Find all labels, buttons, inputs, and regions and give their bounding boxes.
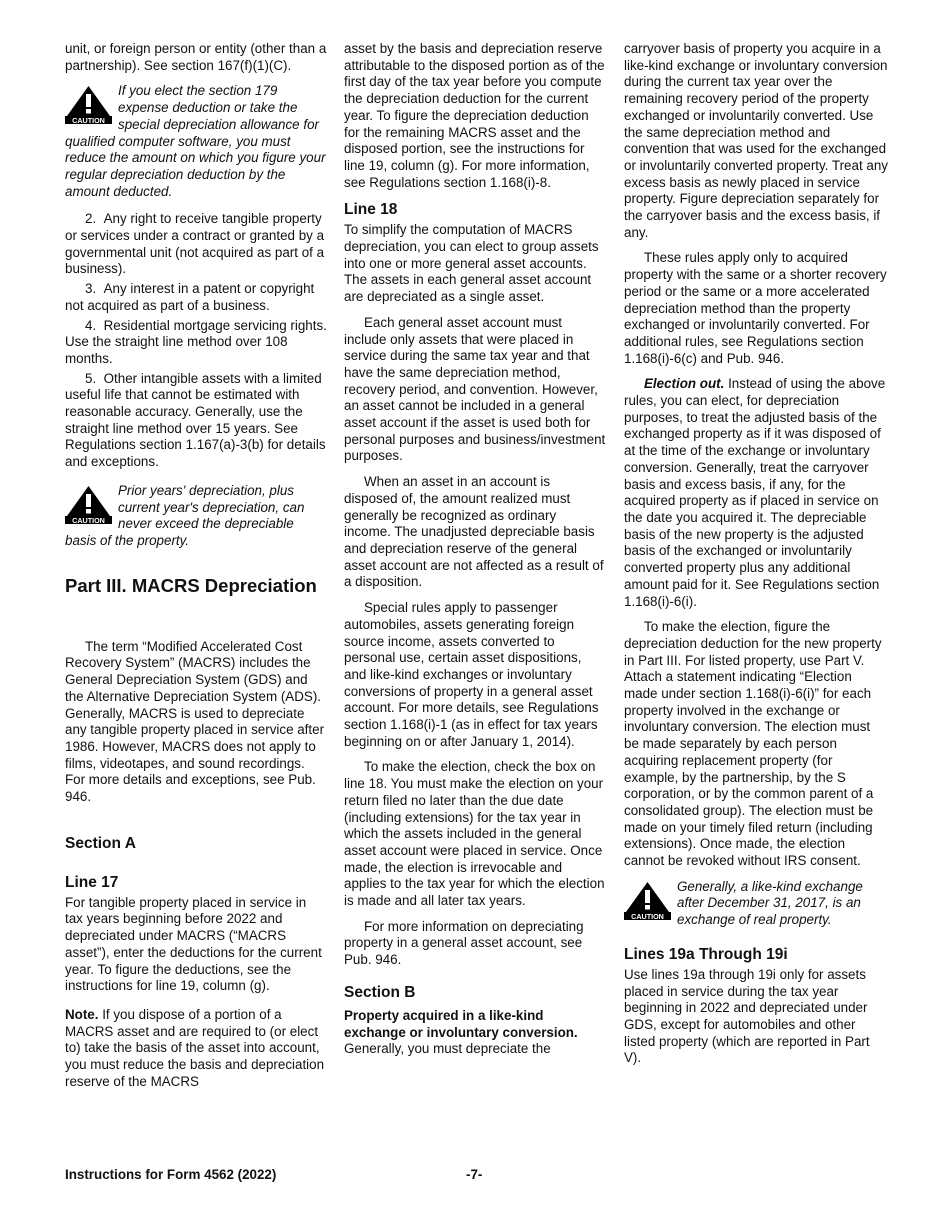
paragraph: Use lines 19a through 19i only for assets placed in service during the tax year beginning in 2022 and depreciated under GDS, except for automobiles and other listed property (which are reported in Part V). [624,966,870,1066]
paragraph-continued: unit, or foreign person or entity (other than a partnership). See section 167(f)(1)(C). [65,41,327,73]
paragraph [344,1008,606,1058]
paragraph: The term “Modified Accelerated Cost Recovery System” (MACRS) includes the General Depreciation System (GDS) and the Alternative Depreciation System (ADS). Generally, MACRS is used to depreciate any tangible property placed in service after 1986. However, MACRS does not apply to films, videotapes, and sound recordings. For more details and exceptions, see Pub. 946. [65,638,325,805]
list-item: 2. Any right to receive tangible property or services under a contract or granted by a governmental unit (not acquired as part of a business). [65,211,325,277]
paragraph-continued: carryover basis of property you acquire in a like-kind exchange or involuntary conversion during the current tax year over the remaining recovery period of the property exchanged or involuntarily converted. Use the same depreciation method and convention that was used for the exchanged or involuntarily converted property. Treat any excess basis as newly placed in service property. Figure depreciation separately for the carryover basis and the excess basis, if any. [624,41,888,240]
paragraph: For tangible property placed in service in tax years beginning before 2022 and depreciated under MACRS (“MACRS asset”), enter the deductions for the current year. To figure the deductions, see the instructions for line 19, column (g). [65,894,322,994]
section-heading: Section A [65,834,136,852]
column-1 [65,41,327,1099]
column-2 [344,41,606,1067]
list-item: 3. Any interest in a patent or copyright not acquired as part of a business. [65,281,315,313]
paragraph: To make the election, figure the depreciation deduction for the new property in Part III. For listed property, use Part V. Attach a statement indicating “Election made under section 1.168(i)-6(i)” for each property involved in the exchange or involuntary conversion. The election must be made separately by each person acquiring replacement property (for example, by the partnership, by the S corporation, or by the common parent of a consolidated group). The election must be made on your timely filed return (including extensions). Once made, the election cannot be revoked without IRS consent. [624,619,882,869]
section-heading: Section B [344,983,416,1001]
caution-icon [65,85,112,124]
paragraph: For more information on depreciating property in a general asset account, see Pub. 946. [344,918,584,968]
caution-text: If you elect the section 179 expense deduction or take the special depreciation allowance for qualified computer software, you must reduce the amount on which you figure your regular depreciation deduction by the amount deducted. [65,83,326,199]
caution-text: Prior years' depreciation, plus current year's depreciation, can never exceed the depreciable basis of the property. [65,482,305,548]
note-label: Note. [65,1006,99,1022]
note-paragraph [65,1007,327,1091]
paragraph: To make the election, check the box on line 18. You must make the election on your return filed no later than the due date (including extensions) for the tax year in which the assets included in the general asset account were placed in service. Once made, the election is irrevocable and applies to the tax year for which the election is made and all later tax years. [344,759,605,909]
paragraph: When an asset in an account is disposed of, the amount realized must generally be recognized as ordinary income. The unadjusted depreciable basis and depreciation reserve of the general asset account are not affected as a result of a disposition. [344,474,604,590]
paragraph: Special rules apply to passenger automobiles, assets generating foreign source income, assets converted to personal use, certain asset dispositions, and like-kind exchanges or involuntary conversions of property in a general asset account. For more details, see Regulations section 1.168(i)-1 (as in effect for tax years beginning on or after January 1, 2014). [344,600,599,749]
caution-note [65,83,327,200]
list-item: 5. Other intangible assets with a limited useful life that cannot be estimated with reasonable accuracy. Generally, use the straight line method over 15 years. See Regulations section 1.167(a)-3(b) for details and exceptions. [65,370,326,470]
column-3 [624,41,888,1076]
note-text: If you dispose of a portion of a MACRS asset and are required to (or elect to) take the basis of the asset into account, you must reduce the basis and depreciation reserve of the MACRS [65,1006,325,1089]
paragraph-text: Instead of using the above rules, you can elect, for depreciation purposes, to treat the adjusted basis of the exchanged property as if it was disposed of at the time of the exchange or involuntary conversion. Generally, treat the carryover basis and excess basis, if any, for the acquired property as if placed in service on the date you acquired it. The depreciable basis of the new property is the adjusted basis of the exchanged or involuntarily converted property plus any additional amount paid for it. See Regulations section 1.168(i)-6(i). [624,376,886,609]
caution-icon-label: CAUTION [72,116,105,125]
line-heading: Line 17 [65,873,119,891]
footer-form-title: Instructions for Form 4562 (2022) [65,1167,277,1182]
caution-note [65,483,327,550]
caution-icon [65,485,112,524]
runin-heading: Property acquired in a like-kind exchange or involuntary conversion. [344,1007,578,1040]
line-heading: Lines 19a Through 19i [624,945,788,963]
paragraph: Each general asset account must include only assets that were placed in service during the same tax year and that have the same depreciation method, recovery period, and convention. However, an asset cannot be included in a general asset account if the asset is used both for personal purposes and business/investment purposes. [344,314,606,464]
part-title: Part III. MACRS Depreciation [65,574,317,596]
paragraph-text: Generally, you must depreciate the [344,1041,551,1057]
paragraph [624,376,888,610]
caution-icon [624,881,671,920]
caution-icon-label: CAUTION [72,515,105,524]
runin-heading: Election out. [644,376,725,392]
list-item: 4. Residential mortgage servicing rights. Use the straight line method over 108 months. [65,317,327,366]
caution-note [624,879,888,929]
line-heading: Line 18 [344,201,398,219]
page-number: -7- [466,1167,483,1182]
caution-text: Generally, a like-kind exchange after December 31, 2017, is an exchange of real property. [677,878,863,928]
caution-icon-label: CAUTION [631,911,664,920]
paragraph: These rules apply only to acquired property with the same or a shorter recovery period or the same or a more accelerated depreciation method than the property exchanged or involuntarily converted. For additional rules, see Regulations section 1.168(i)-6(c) and Pub. 946. [624,250,887,366]
paragraph: To simplify the computation of MACRS depreciation, you can elect to group assets into one or more general asset accounts. The assets in each general asset account are depreciated as a single asset. [344,222,599,305]
paragraph-continued: asset by the basis and depreciation reserve attributable to the disposed portion as of the first day of the tax year before you compute the depreciation deduction for the current year. To figure the depreciation deduction for the remaining MACRS asset and the disposed portion, see the instructions for line 19, column (g). For more information, see Regulations section 1.168(i)-8. [344,41,605,190]
